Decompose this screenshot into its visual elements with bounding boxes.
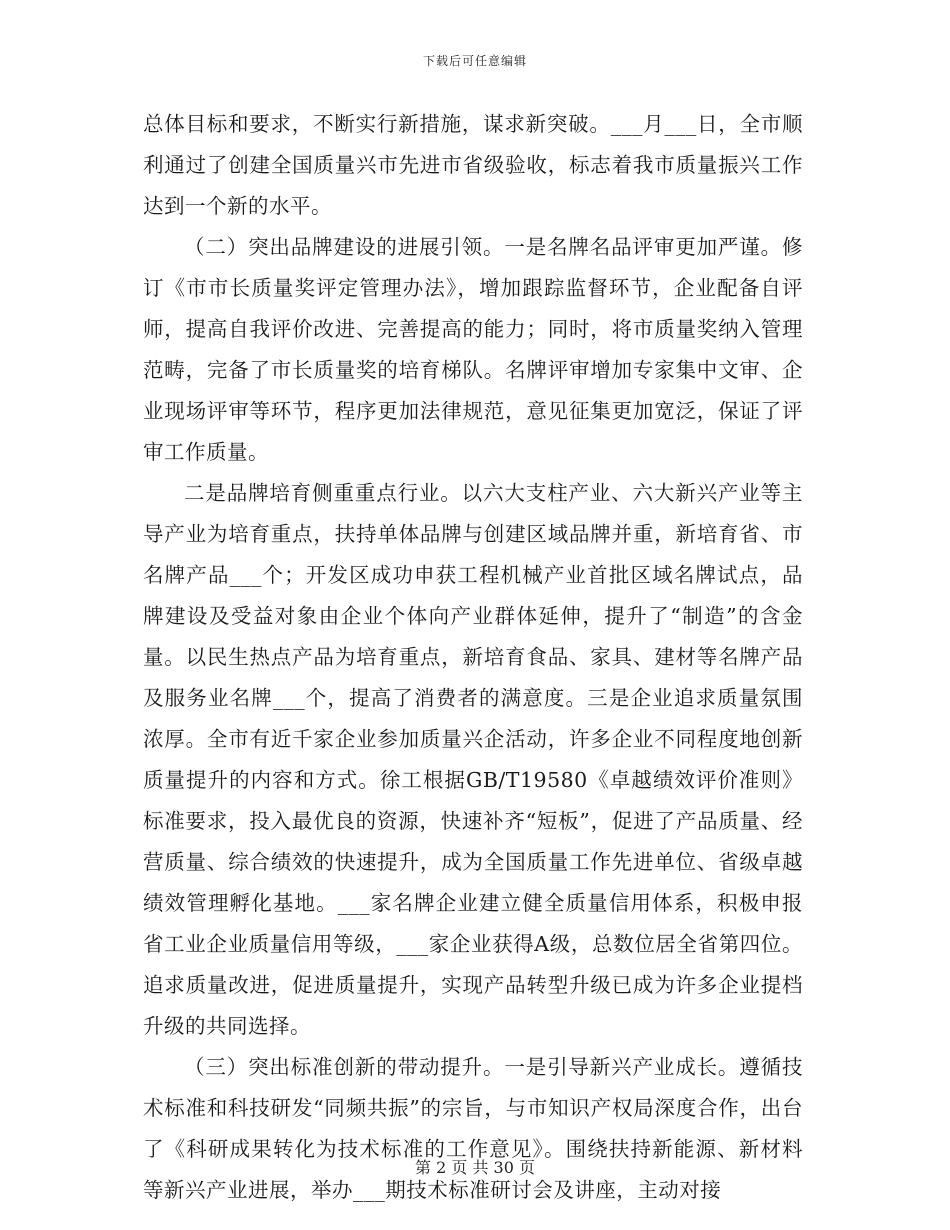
paragraph-brand-building: （二）突出品牌建设的进展引领。一是名牌名品评审更加严谨。修订《市市长质量奖评定管理办法》，增加跟踪监督环节，企业配备自评师，提高自我评价改进、完善提高的能力；同时，将市质量奖纳入管理范畴，完备了市长质量奖的培育梯队。名牌评审增加专家集中文审、企业现场评审等环节，程序更加法律规范，意见征集更加宽泛，保证了评审工作质量。 bbox=[143, 235, 803, 464]
page-number: 第 2 页 共 30 页 bbox=[415, 1158, 535, 1177]
paragraph-brand-cultivation: 二是品牌培育侧重重点行业。以六大支柱产业、六大新兴产业等主导产业为培育重点，扶持单体品牌与创建区域品牌并重，新培育省、市名牌产品___个；开发区成功申获工程机械产业首批区域名牌试点，品牌建设及受益对象由企业个体向产业群体延伸，提升了“制造”的含金量。以民生热点产品为培育重点，新培育食品、家具、建材等名牌产品及服务业名牌___个，提高了消费者的满意度。三是企业追求质量氛围浓厚。全市有近千家企业参加质量兴企活动，许多企业不同程度地创新质量提升的内容和方式。徐工根据GB/T19580《卓越绩效评价准则》标准要求，投入最优良的资源，快速补齐“短板”，促进了产品质量、经营质量、综合绩效的快速提升，成为全国质量工作先进单位、省级卓越绩效管理孵化基地。___家名牌企业建立健全质量信用体系，积极申报省工业企业质量信用等级，___家企业获得A级，总数位居全省第四位。追求质量改进，促进质量提升，实现产品转型升级已成为许多企业提档升级的共同选择。 bbox=[143, 481, 803, 1038]
page-header-note: 下载后可任意编辑 bbox=[422, 54, 527, 68]
paragraph-continuation: 总体目标和要求，不断实行新措施，谋求新突破。___月___日，全市顺利通过了创建全国质量兴市先进市省级验收，标志着我市质量振兴工作达到一个新的水平。 bbox=[143, 112, 803, 218]
paragraph-standard-innovation: （三）突出标准创新的带动提升。一是引导新兴产业成长。遵循技术标准和科技研发“同频共振”的宗旨，与市知识产权局深度合作，出台了《科研成果转化为技术标准的工作意见》。围绕扶持新能源、新材料等新兴产业进展，举办___期技术标准研讨会及讲座，主动对接 bbox=[143, 1055, 803, 1202]
document-body bbox=[143, 104, 803, 1211]
